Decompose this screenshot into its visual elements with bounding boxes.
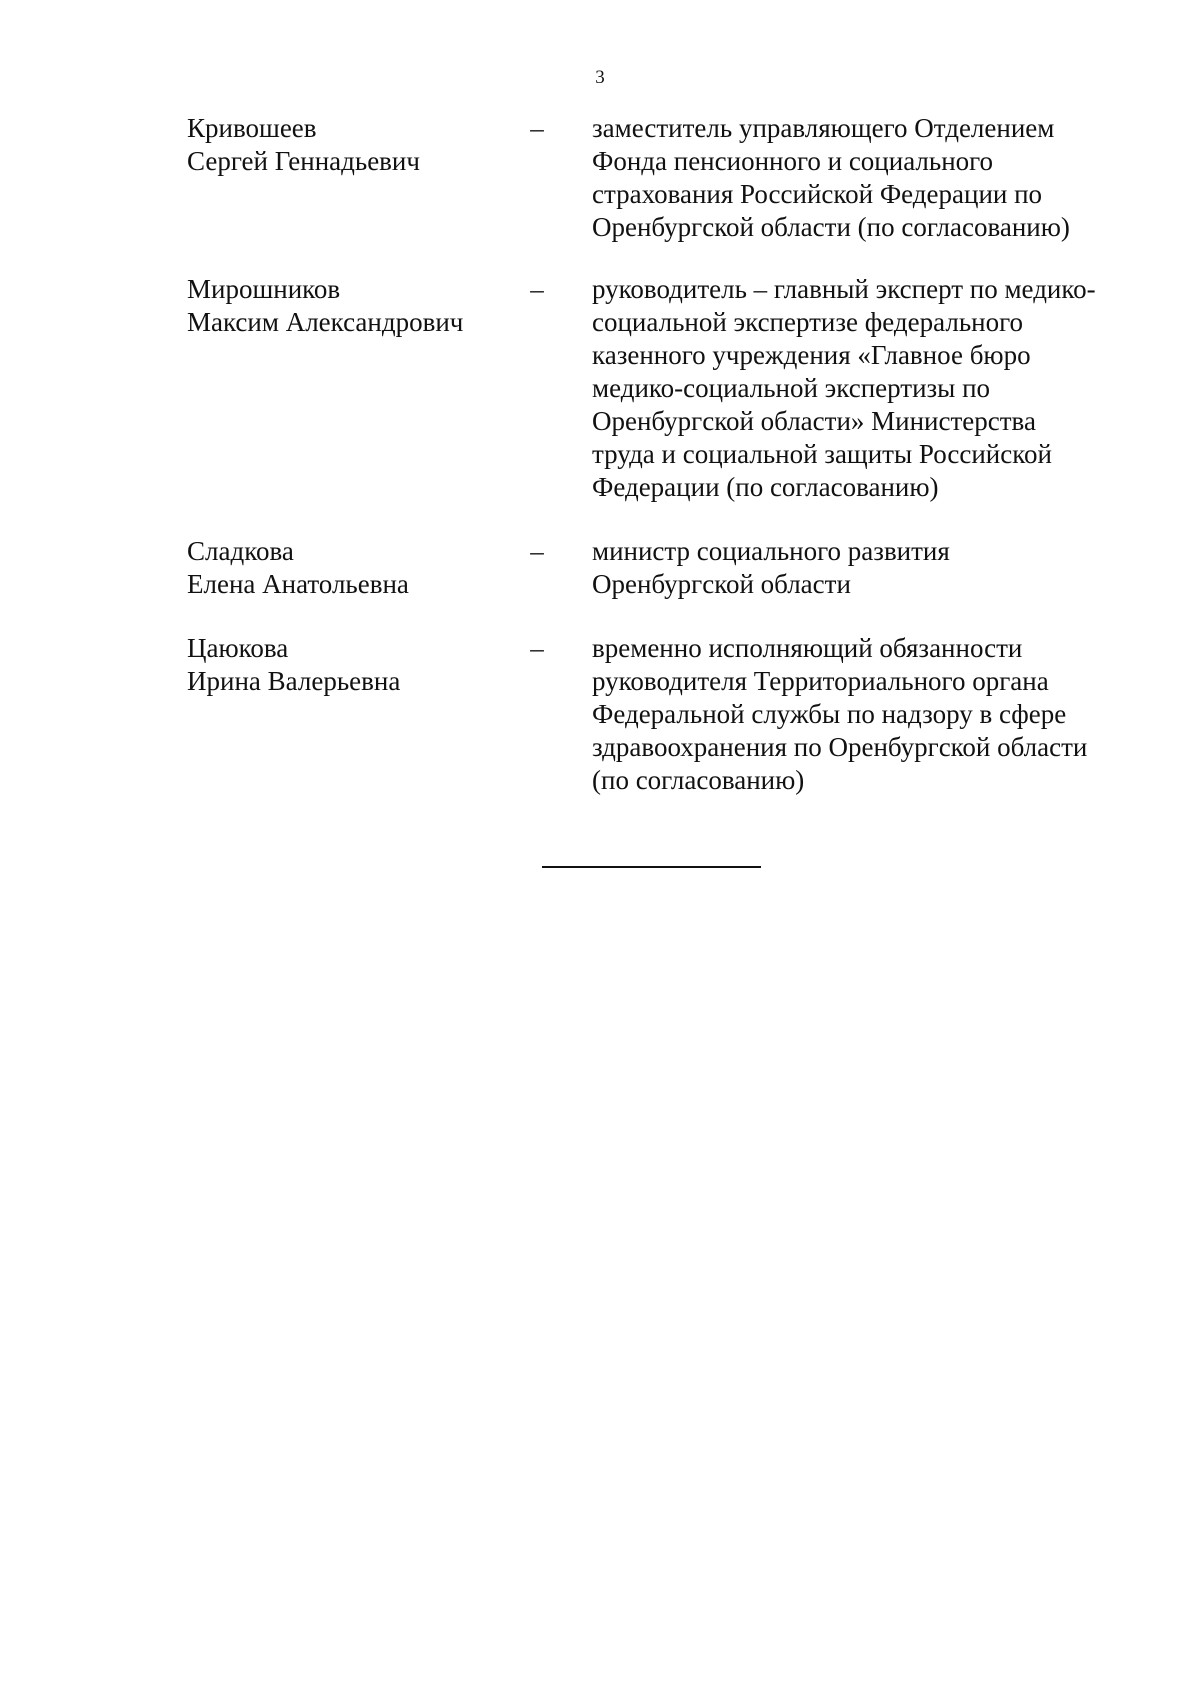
entry-spacer <box>187 601 1107 632</box>
member-role-line: временно исполняющий обязанности <box>592 633 1023 663</box>
member-role-line: медико-социальной экспертизы по <box>592 373 991 403</box>
member-surname: Сладкова <box>187 536 294 566</box>
member-entry-tsayukova <box>187 632 1107 797</box>
member-name <box>187 273 517 339</box>
member-role-line: страхования Российской Федерации по <box>592 179 1043 209</box>
member-role <box>557 535 1102 601</box>
member-role-line: Оренбургской области» Министерства <box>592 406 1036 436</box>
member-given-name: Ирина Валерьевна <box>187 666 401 696</box>
member-role-line: Федеральной службы по надзору в сфере <box>592 699 1067 729</box>
member-name <box>187 535 517 601</box>
member-surname: Цаюкова <box>187 633 289 663</box>
member-given-name: Елена Анатольевна <box>187 569 409 599</box>
member-role-line: Федерации (по согласованию) <box>592 472 939 502</box>
member-role-line: руководителя Территориального органа <box>592 666 1049 696</box>
member-role-line: министр социального развития <box>592 536 950 566</box>
member-dash: – <box>530 113 544 143</box>
member-role <box>557 632 1102 797</box>
member-role-line: заместитель управляющего Отделением <box>592 113 1055 143</box>
member-given-name: Сергей Геннадьевич <box>187 146 420 176</box>
member-dash: – <box>530 274 544 304</box>
member-role-line: руководитель – главный эксперт по медико- <box>592 274 1096 304</box>
members-list <box>187 112 1107 797</box>
member-role-line: казенного учреждения «Главное бюро <box>592 340 1031 370</box>
member-role-line: социальной экспертизе федерального <box>592 307 1023 337</box>
member-role <box>557 112 1102 244</box>
member-role-line: здравоохранения по Оренбургской области <box>592 732 1088 762</box>
end-of-list-rule <box>542 866 761 868</box>
member-name <box>187 112 517 178</box>
member-dash: – <box>530 536 544 566</box>
member-role-line: Оренбургской области <box>592 569 851 599</box>
member-role-line: Оренбургской области (по согласованию) <box>592 212 1070 242</box>
member-entry-sladkova <box>187 535 1107 601</box>
member-dash: – <box>530 633 544 663</box>
member-role-line: (по согласованию) <box>592 765 805 795</box>
member-entry-miroshnikov <box>187 273 1107 504</box>
member-surname: Мирошников <box>187 274 341 304</box>
member-role-line: труда и социальной защиты Российской <box>592 439 1052 469</box>
entry-spacer <box>187 244 1107 273</box>
member-role <box>557 273 1102 504</box>
member-surname: Кривошеев <box>187 113 317 143</box>
member-role-line: Фонда пенсионного и социального <box>592 146 994 176</box>
entry-spacer <box>187 504 1107 535</box>
page-number: 3 <box>595 67 605 88</box>
member-given-name: Максим Александрович <box>187 307 464 337</box>
member-entry-krivosheev <box>187 112 1107 244</box>
member-name <box>187 632 517 698</box>
